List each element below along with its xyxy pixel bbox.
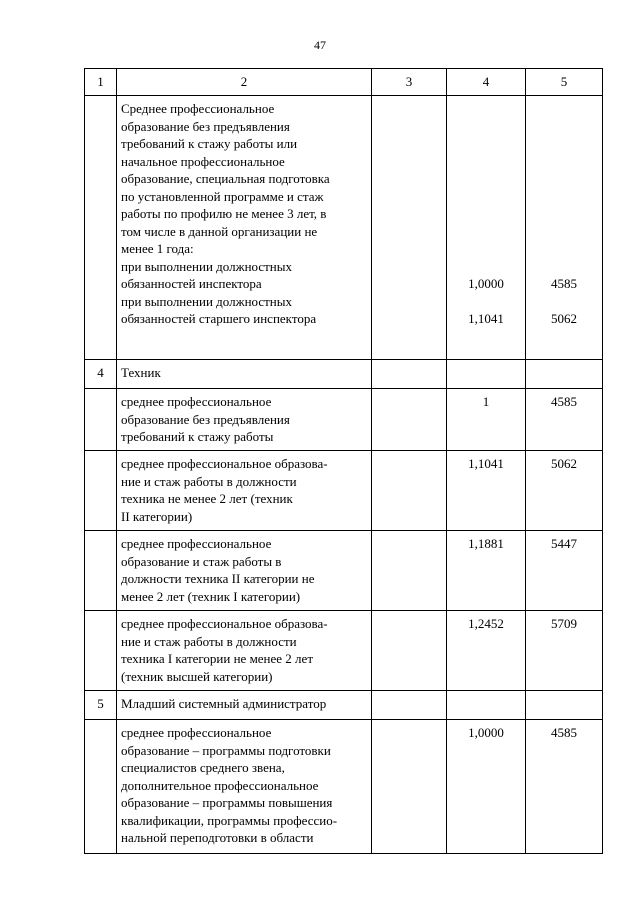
header-col-4: 4	[447, 69, 526, 96]
coefficient-cell	[447, 96, 526, 360]
table-row	[85, 720, 603, 854]
section-row	[85, 691, 603, 720]
cell-line: образование без предъявления	[121, 118, 290, 134]
cell-line: среднее профессиональное	[121, 536, 272, 551]
coefficient-cell: 1,2452	[447, 611, 526, 691]
cell-line: обязанностей инспектора	[121, 276, 262, 291]
qualification-cell	[117, 451, 372, 531]
cell-line: II категории)	[121, 508, 193, 524]
senior-inspector-salary: 5062	[551, 311, 577, 326]
cell-line: специалистов среднего звена,	[121, 760, 285, 775]
inspector-salary: 4585	[551, 276, 577, 291]
table-row	[85, 96, 603, 360]
header-col-1: 1	[85, 69, 117, 96]
cell-line: среднее профессиональное	[121, 394, 272, 409]
empty-cell	[526, 360, 603, 389]
cell-line: квалификации, программы профессио-	[121, 812, 338, 828]
section-number: 5	[85, 691, 117, 720]
section-number: 4	[85, 360, 117, 389]
row-number-cell	[85, 96, 117, 360]
empty-cell	[85, 611, 117, 691]
senior-inspector-coefficient: 1,1041	[468, 311, 504, 326]
cell-line: нальной переподготовки в области	[121, 830, 314, 845]
qualification-cell	[117, 531, 372, 611]
empty-cell	[372, 531, 447, 611]
empty-cell	[372, 389, 447, 451]
cell-line: требований к стажу работы или	[121, 136, 298, 151]
empty-cell	[372, 96, 447, 360]
cell-line: менее 2 лет (техник I категории)	[121, 588, 301, 604]
cell-line: ние и стаж работы в должности	[121, 473, 297, 489]
cell-line: менее 1 года:	[121, 241, 194, 256]
cell-line: дополнительное профессиональное	[121, 777, 319, 793]
salary-cell: 4585	[526, 720, 603, 854]
header-col-5: 5	[526, 69, 603, 96]
salary-cell	[526, 96, 603, 360]
table-row	[85, 451, 603, 531]
cell-line: при выполнении должностных	[121, 293, 292, 309]
header-col-3: 3	[372, 69, 447, 96]
cell-line: техника не менее 2 лет (техник	[121, 491, 293, 506]
cell-line: образование – программы подготовки	[121, 742, 331, 758]
cell-line: по установленной программе и стаж	[121, 188, 324, 204]
coefficient-cell: 1,0000	[447, 720, 526, 854]
cell-line: ние и стаж работы в должности	[121, 633, 297, 649]
empty-cell	[447, 360, 526, 389]
coefficient-cell: 1,1881	[447, 531, 526, 611]
cell-line: среднее профессиональное образова-	[121, 456, 328, 471]
section-title: Младший системный администратор	[117, 691, 372, 720]
cell-line: требований к стажу работы	[121, 429, 274, 444]
empty-cell	[372, 720, 447, 854]
section-row	[85, 360, 603, 389]
salary-cell: 5062	[526, 451, 603, 531]
cell-line: образование – программы повышения	[121, 795, 333, 810]
empty-cell	[372, 451, 447, 531]
cell-line: среднее профессиональное	[121, 725, 272, 740]
empty-cell	[85, 720, 117, 854]
table-header-row	[85, 69, 603, 96]
empty-cell	[85, 389, 117, 451]
empty-cell	[447, 691, 526, 720]
cell-line: работы по профилю не менее 3 лет, в	[121, 206, 327, 221]
cell-line: образование, специальная подготовка	[121, 171, 330, 186]
section-title: Техник	[117, 360, 372, 389]
table-row	[85, 531, 603, 611]
cell-line: (техник высшей категории)	[121, 668, 273, 684]
inspector-coefficient: 1,0000	[468, 276, 504, 291]
qualification-cell	[117, 389, 372, 451]
cell-line: обязанностей старшего инспектора	[121, 311, 317, 326]
coefficient-cell: 1,1041	[447, 451, 526, 531]
empty-cell	[526, 691, 603, 720]
qualification-cell	[117, 611, 372, 691]
cell-line: начальное профессиональное	[121, 153, 285, 169]
cell-line: Среднее профессиональное	[121, 101, 275, 116]
salary-cell: 5447	[526, 531, 603, 611]
coefficient-cell: 1	[447, 389, 526, 451]
cell-line: образование без предъявления	[121, 411, 290, 427]
empty-cell	[85, 531, 117, 611]
salary-cell: 5709	[526, 611, 603, 691]
cell-line: среднее профессиональное образова-	[121, 616, 328, 631]
qualification-cell	[117, 96, 372, 360]
table-row	[85, 389, 603, 451]
cell-line: образование и стаж работы в	[121, 553, 282, 569]
empty-cell	[372, 691, 447, 720]
empty-cell	[85, 451, 117, 531]
table-row	[85, 611, 603, 691]
cell-line: техника I категории не менее 2 лет	[121, 651, 313, 666]
page-number: 47	[314, 38, 326, 52]
cell-line: должности техника II категории не	[121, 571, 315, 586]
header-col-2: 2	[117, 69, 372, 96]
empty-cell	[372, 360, 447, 389]
empty-cell	[372, 611, 447, 691]
salary-table	[84, 68, 603, 854]
qualification-cell	[117, 720, 372, 854]
cell-line: том числе в данной организации не	[121, 223, 318, 239]
cell-line: при выполнении должностных	[121, 258, 292, 274]
salary-cell: 4585	[526, 389, 603, 451]
